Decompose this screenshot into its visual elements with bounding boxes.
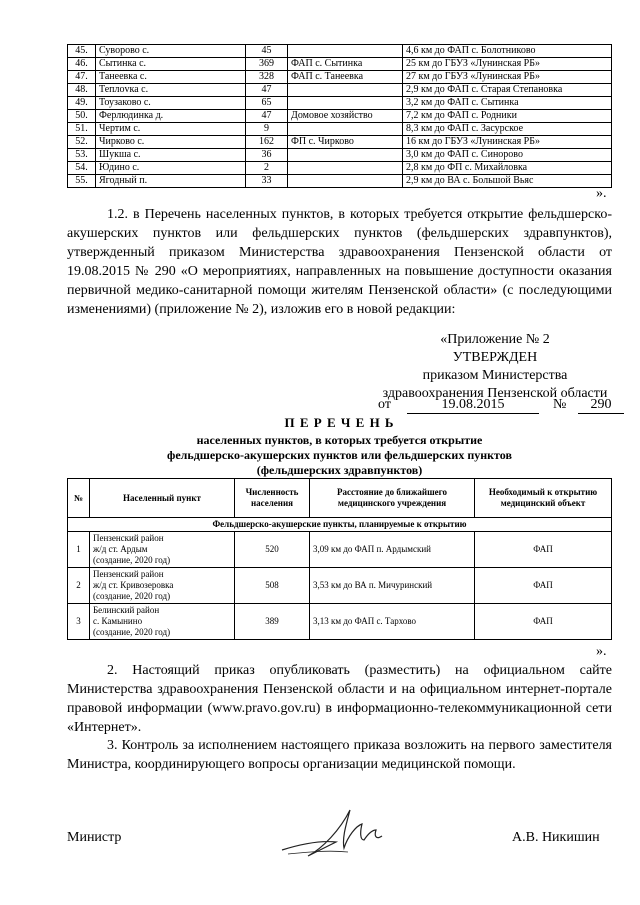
nearest-facility-distance: 3,2 км до ФАП с. Сытинка — [403, 97, 612, 110]
settlement-line: (создание, 2020 год) — [93, 591, 171, 601]
nearest-facility-distance: 4,6 км до ФАП с. Болотниково — [403, 45, 612, 58]
population: 369 — [246, 58, 288, 71]
header-distance: Расстояние до ближайшего медицинского учреждения — [310, 479, 475, 518]
appendix-line-2: УТВЕРЖДЕН — [452, 350, 538, 365]
settlement-line: (создание, 2020 год) — [93, 627, 171, 637]
header-settlement: Населенный пункт — [90, 479, 235, 518]
table-row — [68, 58, 612, 71]
table-row — [68, 149, 612, 162]
row-number: 54. — [68, 162, 96, 175]
facility: ФАП с. Сытинка — [288, 58, 403, 71]
settlement-name: Тоузаково с. — [96, 97, 246, 110]
nearest-facility-distance: 25 км до ГБУЗ «Лунинская РБ» — [403, 58, 612, 71]
table-row — [68, 71, 612, 84]
population: 389 — [235, 604, 310, 640]
appendix-line-3: приказом Министерства — [422, 368, 568, 383]
nearest-facility-distance: 2,9 км до ФАП с. Старая Степановка — [403, 84, 612, 97]
settlement-name: Чирково с. — [96, 136, 246, 149]
row-number: 53. — [68, 149, 96, 162]
row-number: 51. — [68, 123, 96, 136]
required-facility: ФАП — [475, 568, 612, 604]
table-row — [68, 97, 612, 110]
facility — [288, 162, 403, 175]
table-row — [68, 175, 612, 188]
paragraph-2: 2. Настоящий приказ опубликовать (разместить) на официальном сайте Министерства здравоохранения Пензенской области и на официальном интернет-портале правовой информации (www.pravo.gov.ru) в информационно-телекоммуникационной сети «Интернет». — [67, 663, 612, 735]
settlement-line: с. Камынино — [93, 616, 143, 626]
facility: ФП с. Чирково — [288, 136, 403, 149]
settlement-name: Ферлюдинка д. — [96, 110, 246, 123]
settlement-line: ж/д ст. Кривозеровка — [93, 580, 174, 590]
nearest-facility-distance: 3,09 км до ФАП п. Ардымский — [310, 532, 475, 568]
settlement-line: (создание, 2020 год) — [93, 555, 171, 565]
approval-number: 290 — [578, 396, 624, 414]
nearest-facility-distance: 3,13 км до ФАП с. Тархово — [310, 604, 475, 640]
facility — [288, 97, 403, 110]
list-title — [67, 433, 612, 478]
row-number: 46. — [68, 58, 96, 71]
settlement-name: Юдино с. — [96, 162, 246, 175]
required-facility: ФАП — [475, 532, 612, 568]
section-row — [68, 518, 612, 532]
facility — [288, 123, 403, 136]
table-row — [68, 110, 612, 123]
settlement-line: Пензенский район — [93, 533, 164, 543]
settlement-line: Белинский район — [93, 605, 160, 615]
settlement-name: Чертим с. — [96, 123, 246, 136]
facility — [288, 45, 403, 58]
row-number: 47. — [68, 71, 96, 84]
nearest-facility-distance: 8,3 км до ФАП с. Засурское — [403, 123, 612, 136]
settlement-name: Теплovка с. — [96, 84, 246, 97]
table-row — [68, 136, 612, 149]
table-row — [68, 162, 612, 175]
list-heading: П Е Р Е Ч Е Н Ь — [284, 415, 395, 430]
settlement-name: Суворово с. — [96, 45, 246, 58]
row-number: 48. — [68, 84, 96, 97]
list-title-line-1: населенных пунктов, в которых требуется открытие — [196, 433, 483, 447]
number-label: № — [553, 397, 567, 412]
population: 47 — [246, 110, 288, 123]
facility — [288, 175, 403, 188]
nearest-facility-distance: 2,9 км до ВА с. Большой Вьяс — [403, 175, 612, 188]
appendix-line-1: «Приложение № 2 — [440, 332, 550, 347]
settlement-name: Шукша с. — [96, 149, 246, 162]
population: 520 — [235, 532, 310, 568]
population: 45 — [246, 45, 288, 58]
closing-quote: ». — [596, 186, 607, 201]
population: 36 — [246, 149, 288, 162]
nearest-facility-distance: 2,8 км до ФП с. Михайловка — [403, 162, 612, 175]
settlement-name: Сытинка с. — [96, 58, 246, 71]
paragraph-3: 3. Контроль за исполнением настоящего приказа возложить на первого заместителя Министра, координирующего вопросы организации медицинской помощи. — [67, 738, 612, 772]
nearest-facility-distance: 7,2 км до ФАП с. Родники — [403, 110, 612, 123]
population: 2 — [246, 162, 288, 175]
header-number: № — [68, 479, 90, 518]
population: 9 — [246, 123, 288, 136]
signatory-name: А.В. Никишин — [512, 830, 600, 845]
planned-fap-table-body — [68, 518, 612, 640]
row-number: 49. — [68, 97, 96, 110]
population: 508 — [235, 568, 310, 604]
from-label: от — [378, 397, 391, 412]
settlement-line: ж/д ст. Ардым — [93, 544, 148, 554]
list-title-line-2: фельдшерско-акушерских пунктов или фельдшерских пунктов — [167, 448, 512, 462]
row-number: 2 — [68, 568, 90, 604]
nearest-facility-distance: 27 км до ГБУЗ «Лунинская РБ» — [403, 71, 612, 84]
list-title-line-3: (фельдшерских здравпунктов) — [256, 463, 423, 477]
nearest-facility-distance: 3,0 км до ФАП с. Синорово — [403, 149, 612, 162]
approval-date: 19.08.2015 — [407, 396, 539, 414]
row-number: 1 — [68, 532, 90, 568]
row-number: 52. — [68, 136, 96, 149]
header-facility: Необходимый к открытию медицинский объект — [475, 479, 612, 518]
required-facility: ФАП — [475, 604, 612, 640]
header-population: Численность населения — [235, 479, 310, 518]
row-number: 55. — [68, 175, 96, 188]
population: 162 — [246, 136, 288, 149]
table-row — [68, 123, 612, 136]
settlement-name: Танеевка с. — [96, 71, 246, 84]
settlement-cell — [90, 532, 235, 568]
facility: ФАП с. Танеевка — [288, 71, 403, 84]
settlements-table-body — [68, 45, 612, 188]
facility — [288, 84, 403, 97]
closing-quote-2: ». — [596, 644, 607, 659]
table-row — [68, 568, 612, 604]
table-row — [68, 45, 612, 58]
row-number: 3 — [68, 604, 90, 640]
appendix-line-4: здравоохранения Пензенской области — [382, 386, 608, 401]
table-row — [68, 84, 612, 97]
nearest-facility-distance: 16 км до ГБУЗ «Лунинская РБ» — [403, 136, 612, 149]
settlement-name: Ягодный п. — [96, 175, 246, 188]
paragraph-1-2: 1.2. в Перечень населенных пунктов, в которых требуется открытие фельдшерско-акушерских пунктов или фельдшерских пунктов (фельдшерских здравпунктов), утвержденный приказом Министерства здравоохранения Пензенской области от 19.08.2015 № 290 «О мероприятиях, направленных на повышение доступности оказания первичной медико-санитарной помощи жителям Пензенской области» (с последующими изменениями) (приложение № 2), изложив его в новой редакции: — [67, 207, 612, 317]
settlement-cell — [90, 568, 235, 604]
population: 33 — [246, 175, 288, 188]
table-row — [68, 604, 612, 640]
signatory-position: Министр — [67, 830, 122, 845]
population: 65 — [246, 97, 288, 110]
nearest-facility-distance: 3,53 км до ВА п. Мичуринский — [310, 568, 475, 604]
table-header-row — [68, 479, 612, 518]
handwritten-signature — [278, 790, 388, 865]
row-number: 45. — [68, 45, 96, 58]
settlements-table-continued — [67, 44, 612, 188]
appendix-block — [375, 331, 615, 403]
section-title: Фельдшерско-акушерские пункты, планируемые к открытию — [68, 518, 612, 532]
row-number: 50. — [68, 110, 96, 123]
settlement-line: Пензенский район — [93, 569, 164, 579]
facility — [288, 149, 403, 162]
population: 47 — [246, 84, 288, 97]
population: 328 — [246, 71, 288, 84]
planned-fap-table — [67, 478, 612, 640]
facility: Домовое хозяйство — [288, 110, 403, 123]
table-row — [68, 532, 612, 568]
settlement-cell — [90, 604, 235, 640]
